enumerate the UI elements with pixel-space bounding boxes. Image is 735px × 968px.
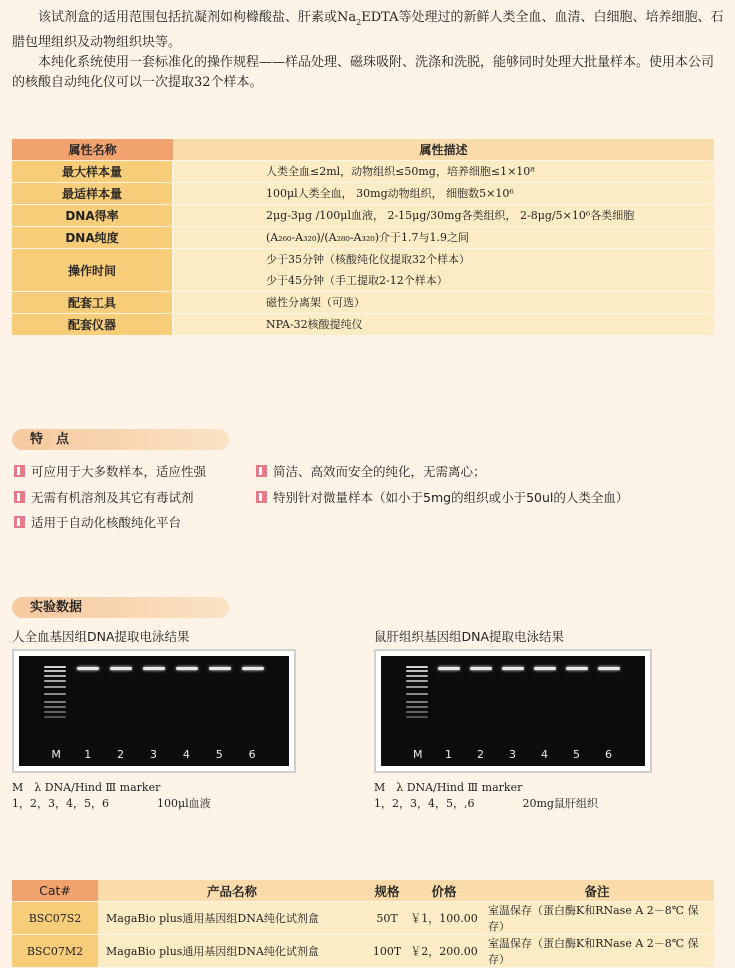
attribute-value-line: NPA-32核酸提纯仪 — [266, 318, 363, 331]
attribute-value — [173, 205, 714, 227]
feature-item: 可应用于大多数样本，适应性强 — [14, 462, 206, 480]
attribute-value-line: (A₂₆₀-A₃₂₀)/(A₂₈₀-A₃₂₀)介于1.7与1.9之间 — [266, 231, 469, 244]
bullet-icon — [14, 465, 25, 477]
product-price: ￥1，100.00 — [408, 902, 480, 935]
ladder-band — [406, 680, 428, 682]
bullet-icon — [14, 491, 25, 503]
gel1-title: 人全血基因组DNA提取电泳结果 — [12, 629, 190, 644]
lane-label: 6 — [605, 748, 612, 761]
attribute-value — [173, 227, 714, 249]
ladder-band — [406, 686, 428, 688]
attribute-key: 操作时间 — [12, 249, 173, 292]
attribute-value-line: 人类全血≤2ml，动物组织≤50mg，培养细胞≤1×10⁸ — [266, 165, 535, 178]
gel1-caption-lanes: 1，2，3，4，5，6 — [12, 797, 109, 810]
gel2-caption-sample: 20mg鼠肝组织 — [522, 797, 598, 810]
lane-label: 5 — [573, 748, 580, 761]
attribute-key: 配套工具 — [12, 292, 173, 314]
lane-label: 1 — [84, 748, 92, 761]
header-price: 价格 — [408, 880, 480, 902]
product-name: MagaBio plus通用基因组DNA纯化试剂盒 — [98, 902, 366, 935]
experiment-section-title: 实验数据 — [12, 597, 229, 618]
intro-paragraph-2: 本纯化系统使用一套标准化的操作规程——样品处理、磁珠吸附、洗涤和洗脱，能够同时处理大批量样本。使用本公司的核酸自动纯化仪可以一次提取32个样本。 — [12, 54, 715, 90]
ladder-band — [406, 701, 428, 703]
attribute-header-key: 属性名称 — [12, 139, 173, 161]
lane-label: 6 — [248, 748, 256, 761]
lane-label: M — [51, 748, 61, 761]
ladder-band — [44, 693, 66, 695]
gel1-caption-sample: 100μl血液 — [157, 797, 211, 810]
gel2-caption-lanes: 1，2，3，4，5，,6 — [374, 797, 475, 810]
lane-label: 1 — [445, 748, 452, 761]
product-price: ￥2，200.00 — [408, 935, 480, 968]
dna-band — [176, 667, 198, 670]
ladder-band — [44, 675, 66, 677]
bullet-icon — [14, 516, 25, 528]
dna-band — [438, 667, 460, 670]
attribute-value — [173, 292, 714, 314]
ladder-band — [44, 686, 66, 688]
attribute-value-line: 少于35分钟（核酸纯化仪提取32个样本） — [266, 253, 470, 266]
lane-label: 3 — [150, 748, 157, 761]
product-row — [12, 935, 714, 968]
dna-band — [566, 667, 588, 670]
attribute-row — [12, 249, 714, 292]
dna-band — [470, 667, 492, 670]
attribute-key: 配套仪器 — [12, 314, 173, 336]
lane-label: 4 — [541, 748, 548, 761]
feature-item: 特别针对微量样本（如小于5mg的组织或小于50ul的人类全血） — [256, 488, 628, 506]
dna-band — [77, 667, 99, 670]
lane-label: 5 — [215, 748, 223, 761]
ladder-band — [44, 706, 66, 708]
lane-label: 3 — [509, 748, 516, 761]
dna-band — [242, 667, 264, 670]
lane-label: 2 — [117, 748, 125, 761]
lane-label: 2 — [477, 748, 484, 761]
lane-label: M — [413, 748, 423, 761]
gel2-title: 鼠肝组织基因组DNA提取电泳结果 — [374, 629, 565, 644]
ladder-band — [406, 666, 428, 668]
product-spec: 100T — [366, 935, 408, 968]
product-cat: BSC07M2 — [12, 935, 98, 968]
bullet-icon — [256, 465, 267, 477]
attribute-value-line: 100μl人类全血， 30mg动物组织， 细胞数5×10⁶ — [266, 187, 514, 200]
attribute-value — [173, 183, 714, 205]
gel1-caption — [12, 780, 211, 812]
attribute-row — [12, 205, 714, 227]
attribute-value — [173, 314, 714, 336]
attribute-row — [12, 183, 714, 205]
gel2-caption — [374, 780, 598, 812]
gel1-caption-marker: M λ DNA/Hind Ⅲ marker — [12, 781, 161, 794]
attribute-value-line: 磁性分离架（可选） — [266, 296, 365, 309]
attribute-key: DNA纯度 — [12, 227, 173, 249]
lane-label: 4 — [182, 748, 190, 761]
gel2-caption-marker: M λ DNA/Hind Ⅲ marker — [374, 781, 523, 794]
header-cat: Cat# — [12, 880, 98, 902]
ladder-band — [406, 711, 428, 713]
feature-item: 适用于自动化核酸纯化平台 — [14, 513, 181, 531]
attribute-key: 最适样本量 — [12, 183, 173, 205]
header-spec: 规格 — [366, 880, 408, 902]
dna-band — [534, 667, 556, 670]
product-header-row — [12, 880, 714, 902]
attribute-row — [12, 314, 714, 336]
attribute-header-value: 属性描述 — [173, 139, 714, 161]
dna-band — [110, 667, 132, 670]
product-cat: BSC07S2 — [12, 902, 98, 935]
bullet-icon — [256, 491, 267, 503]
ladder-band — [44, 701, 66, 703]
attribute-header-row — [12, 139, 714, 161]
ladder-band — [406, 670, 428, 672]
gel2-image — [374, 649, 652, 773]
product-table — [12, 880, 714, 968]
header-name: 产品名称 — [98, 880, 366, 902]
attribute-key: 最大样本量 — [12, 161, 173, 183]
ladder-band — [44, 670, 66, 672]
ladder-band — [44, 666, 66, 668]
dna-band — [598, 667, 620, 670]
ladder-band — [406, 693, 428, 695]
ladder-band — [406, 675, 428, 677]
ladder-band — [406, 706, 428, 708]
feature-item: 无需有机溶剂及其它有毒试剂 — [14, 488, 194, 506]
attribute-value — [173, 249, 714, 292]
product-spec: 50T — [366, 902, 408, 935]
product-note: 室温保存（蛋白酶K和RNase A 2－8℃ 保存） — [480, 935, 714, 968]
product-row — [12, 902, 714, 935]
product-name: MagaBio plus通用基因组DNA纯化试剂盒 — [98, 935, 366, 968]
header-note: 备注 — [480, 880, 714, 902]
attribute-row — [12, 161, 714, 183]
features-section-title: 特 点 — [12, 429, 229, 450]
attribute-value-line: 2μg-3μg /100μl血液， 2-15μg/30mg各类组织， 2-8μg/5×10⁶各类细胞 — [266, 209, 635, 222]
product-note: 室温保存（蛋白酶K和RNase A 2－8℃ 保存） — [480, 902, 714, 935]
ladder-band — [44, 711, 66, 713]
dna-band — [502, 667, 524, 670]
dna-band — [143, 667, 165, 670]
ladder-band — [44, 680, 66, 682]
attribute-row — [12, 227, 714, 249]
attribute-key: DNA得率 — [12, 205, 173, 227]
feature-item: 简洁、高效而安全的纯化，无需离心； — [256, 462, 486, 480]
intro-text — [12, 8, 724, 93]
ladder-band — [44, 716, 66, 718]
intro-paragraph-1: 该试剂盒的适用范围包括抗凝剂如枸橼酸盐、肝素或$Na_2EDTA$等处理过的新鲜人类全血、血清、白细胞、培养细胞、石腊包埋组织及动物组织块等。 — [12, 10, 724, 50]
attribute-table — [12, 139, 714, 336]
attribute-value — [173, 161, 714, 183]
attribute-value-line: 少于45分钟（手工提取2-12个样本） — [266, 274, 448, 287]
dna-band — [209, 667, 231, 670]
ladder-band — [406, 716, 428, 718]
attribute-row — [12, 292, 714, 314]
gel1-image — [12, 649, 296, 773]
